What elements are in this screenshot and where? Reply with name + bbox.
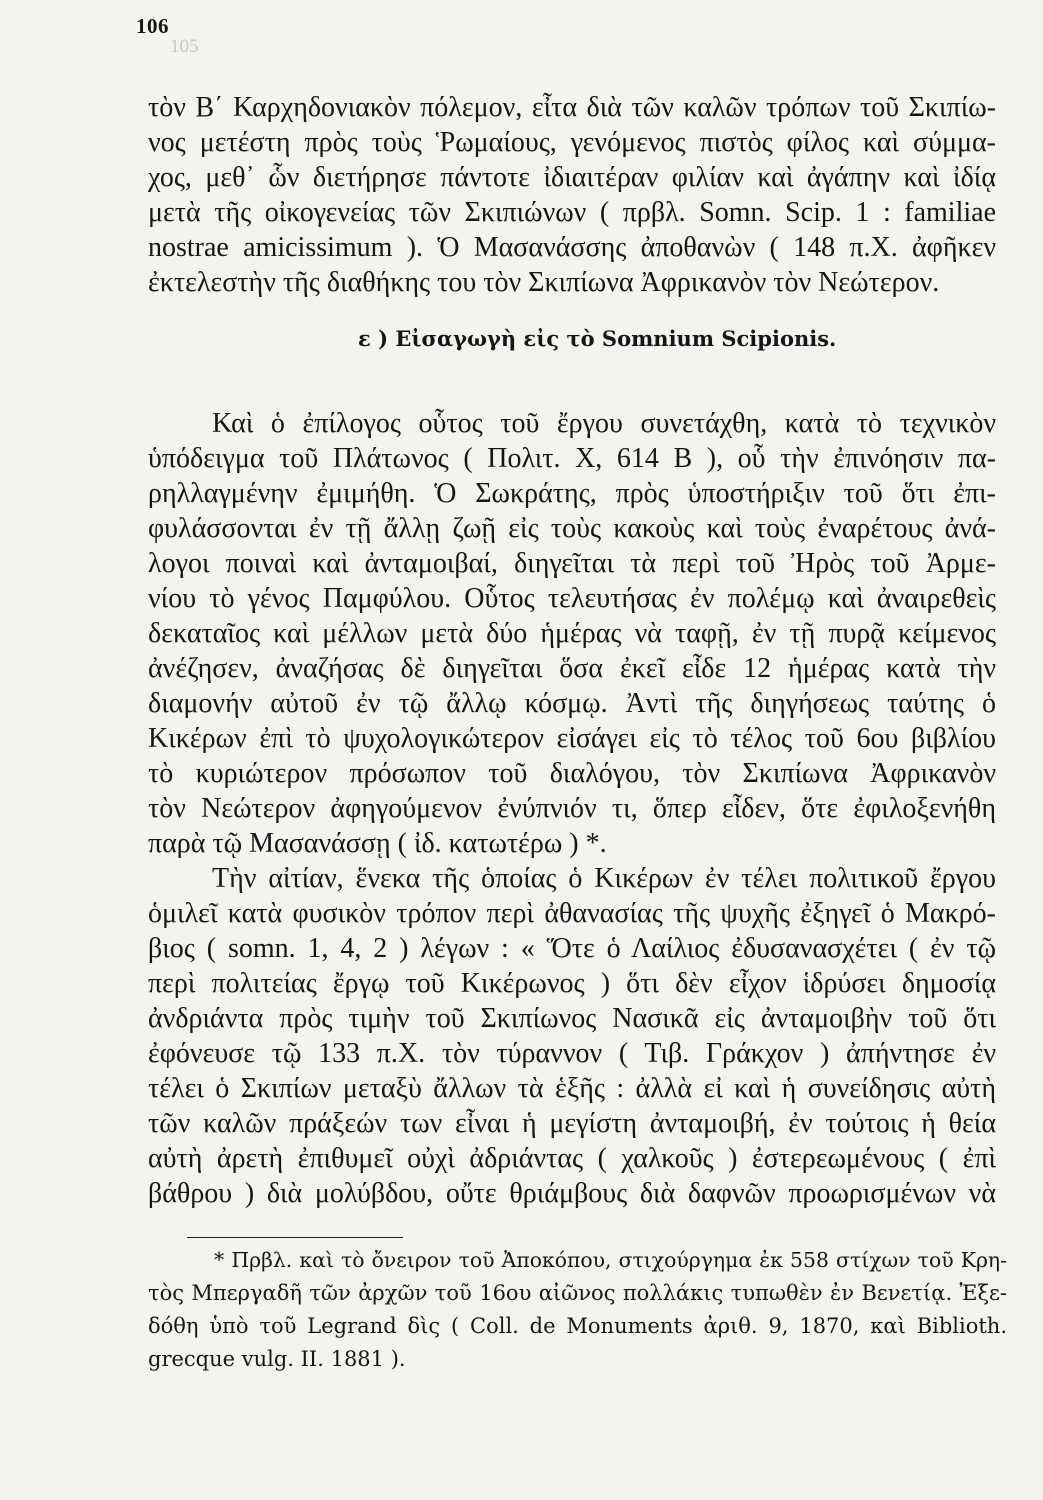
text-line: βιος ( somn. 1, 4, 2 ) λέγων : « Ὅτε ὁ Λαίλιος ἐδυσανασχέτει ( ἐν τῷ [148,933,996,964]
text-line: τὸν Β΄ Καρχηδονιακὸν πόλεμον, εἶτα διὰ τῶν καλῶν τρόπων τοῦ Σκιπίω- [148,92,996,123]
text-line: τῶν καλῶν πράξεών των εἶναι ἡ μεγίστη ἀνταμοιβή, ἐν τούτοις ἡ θεία [148,1108,996,1139]
text-line: ἀνδριάντα πρὸς τιμὴν τοῦ Σκιπίωνος Νασικᾶ εἰς ἀνταμοιβὴν τοῦ ὅτι [148,1003,996,1034]
bleed-through-page-number: 105 [170,36,199,57]
text-line: τέλει ὁ Σκιπίων μεταξὺ ἄλλων τὰ ἑξῆς : ἀλλὰ εἰ καὶ ἡ συνείδησις αὐτὴ [148,1073,996,1104]
text-line: Καὶ ὁ ἐπίλογος οὗτος τοῦ ἔργου συνετάχθη, κατὰ τὸ τεχνικὸν [212,408,996,439]
text-line: ἐκτελεστὴν τῆς διαθήκης του τὸν Σκιπίωνα Ἀφρικανὸν τὸν Νεώτερον. [148,267,940,298]
text-line: βάθρου ) διὰ μολύβδου, οὔτε θριάμβους διὰ δαφνῶν προωρισμένων νὰ [148,1178,996,1209]
text-line: νος μετέστη πρὸς τοὺς Ῥωμαίους, γενόμενος πιστὸς φίλος καὶ σύμμα- [148,127,996,158]
text-line: παρὰ τῷ Μασανάσσῃ ( ἰδ. κατωτέρω ) *. [148,828,607,859]
text-line: ρηλλαγμένην ἐμιμήθη. Ὁ Σωκράτης, πρὸς ὑποστήριξιν τοῦ ὅτι ἐπι- [148,478,996,509]
text-line: Κικέρων ἐπὶ τὸ ψυχολογικώτερον εἰσάγει εἰς τὸ τέλος τοῦ 6ου βιβλίου [148,723,996,754]
footnote-line: δόθη ὑπὸ τοῦ Legrand δὶς ( Coll. de Monuments ἀριθ. 9, 1870, καὶ Biblioth. [148,1314,1007,1338]
paragraph-1 [148,90,996,300]
paragraph-3 [148,861,996,1211]
footnote-line: τὸς Μπεργαδῆ τῶν ἀρχῶν τοῦ 16ου αἰῶνος πολλάκις τυπωθὲν ἐν Βενετίᾳ. Ἐξε- [148,1281,1007,1305]
text-line: ἐφόνευσε τῷ 133 π.Χ. τὸν τύραννον ( Τιβ. Γράκχον ) ἀπήντησε ἐν [148,1038,996,1069]
page-number: 106 [136,14,169,38]
footnote [148,1244,1007,1376]
text-line: δεκαταῖος καὶ μέλλων μετὰ δύο ἡμέρας νὰ ταφῇ, ἐν τῇ πυρᾷ κείμενος [148,618,996,649]
text-line: Τὴν αἰτίαν, ἕνεκα τῆς ὁποίας ὁ Κικέρων ἐν τέλει πολιτικοῦ ἔργου [212,863,996,894]
text-line: λογοι ποιναὶ καὶ ἀνταμοιβαί, διηγεῖται τὰ περὶ τοῦ Ἠρὸς τοῦ Ἀρμε- [148,548,996,579]
text-line: διαμονήν αὐτοῦ ἐν τῷ ἄλλῳ κόσμῳ. Ἀντὶ τῆς διηγήσεως ταύτης ὁ [148,688,996,719]
text-line: περὶ πολιτείας ἔργῳ τοῦ Κικέρωνος ) ὅτι δὲν εἶχον ἱδρύσει δημοσίᾳ [148,968,996,999]
paragraph-2 [148,406,996,861]
text-line: ὑπόδειγμα τοῦ Πλάτωνος ( Πολιτ. X, 614 B ), οὗ τὴν ἐπινόησιν πα- [148,443,996,474]
text-line: μετὰ τῆς οἰκογενείας τῶν Σκιπιώνων ( πρβλ. Somn. Scip. 1 : familiae [148,197,996,228]
text-line: ὁμιλεῖ κατὰ φυσικὸν τρόπον περὶ ἀθανασίας τῆς ψυχῆς ἐξηγεῖ ὁ Μακρό- [148,898,996,929]
text-line: τὸν Νεώτερον ἀφηγούμενον ἐνύπνιόν τι, ὅπερ εἶδεν, ὅτε ἐφιλοξενήθη [148,793,996,824]
text-line: φυλάσσονται ἐν τῇ ἄλλῃ ζωῇ εἰς τοὺς κακοὺς καὶ τοὺς ἐναρέτους ἀνά- [148,513,996,544]
text-line: τὸ κυριώτερον πρόσωπον τοῦ διαλόγου, τὸν Σκιπίωνα Ἀφρικανὸν [148,758,996,789]
text-line: νίου τὸ γένος Παμφύλου. Οὗτος τελευτήσας ἐν πολέμῳ καὶ ἀναιρεθεὶς [148,583,996,614]
footnote-line: grecque vulg. II. 1881 ). [148,1347,406,1371]
text-line: nostrae amicissimum ). Ὁ Μασανάσσης ἀποθανὼν ( 148 π.Χ. ἀφῆκεν [148,232,996,263]
footnote-line: * Πρβλ. καὶ τὸ ὄνειρον τοῦ Ἀποκόπου, στιχούργημα ἐκ 558 στίχων τοῦ Κρη- [214,1248,1007,1272]
text-line: χος, μεθ᾽ ὧν διετήρησε πάντοτε ἰδιαιτέραν φιλίαν καὶ ἀγάπην καὶ ἰδίᾳ [148,162,996,193]
footnote-separator [187,1237,403,1238]
section-heading: ε ) Εἰσαγωγὴ εἰς τὸ Somnium Scipionis. [358,326,837,351]
text-line: ἀνέζησεν, ἀναζήσας δὲ διηγεῖται ὅσα ἐκεῖ εἶδε 12 ἡμέρας κατὰ τὴν [148,653,996,684]
text-line: αὐτὴ ἀρετὴ ἐπιθυμεῖ οὐχὶ ἀδριάντας ( χαλκοῦς ) ἐστερεωμένους ( ἐπὶ [148,1143,996,1174]
